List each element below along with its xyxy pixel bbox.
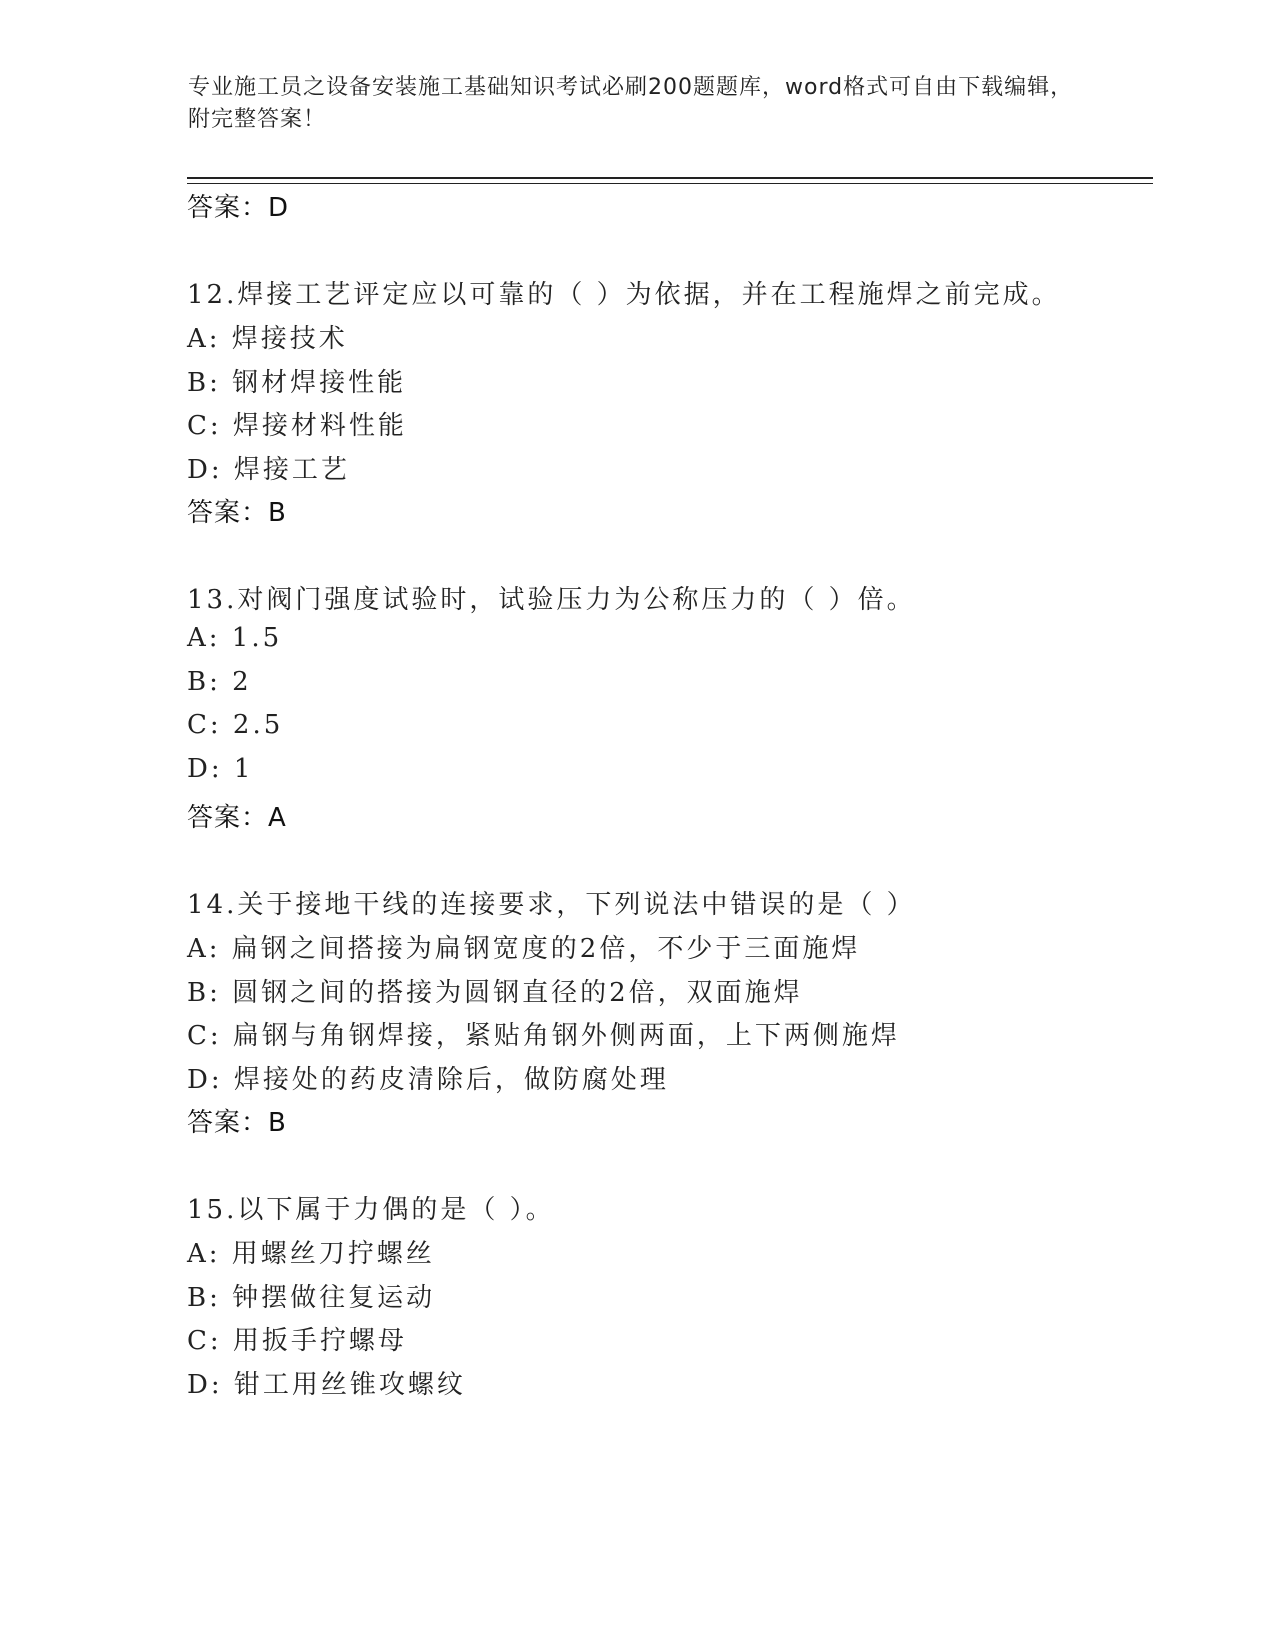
option-12-d: D: 焊接工艺 xyxy=(187,455,350,485)
option-15-c: C: 用扳手拧螺母 xyxy=(187,1326,407,1356)
option-15-d: D: 钳工用丝锥攻螺纹 xyxy=(187,1370,466,1400)
question-15: 15.以下属于力偶的是（ ）。 xyxy=(187,1195,555,1225)
answer-12: 答案：B xyxy=(187,498,287,528)
header-divider-thin xyxy=(187,183,1153,184)
answer-line: 答案：D xyxy=(187,193,290,223)
option-12-b: B: 钢材焊接性能 xyxy=(187,368,407,398)
answer-14: 答案：B xyxy=(187,1108,287,1138)
option-15-a: A: 用螺丝刀拧螺丝 xyxy=(187,1239,435,1269)
option-15-b: B: 钟摆做往复运动 xyxy=(187,1283,436,1313)
header-divider xyxy=(187,177,1153,179)
option-14-c: C: 扁钢与角钢焊接，紧贴角钢外侧两面，上下两侧施焊 xyxy=(187,1021,900,1051)
answer-13: 答案：A xyxy=(187,803,287,833)
question-14: 14.关于接地干线的连接要求，下列说法中错误的是（ ） xyxy=(187,890,916,920)
question-13: 13.对阀门强度试验时，试验压力为公称压力的（ ）倍。 xyxy=(187,585,916,615)
option-13-c: C: 2.5 xyxy=(187,710,284,740)
question-12: 12.焊接工艺评定应以可靠的（ ）为依据，并在工程施焊之前完成。 xyxy=(187,280,1061,310)
option-13-b: B: 2 xyxy=(187,667,252,697)
option-14-d: D: 焊接处的药皮清除后，做防腐处理 xyxy=(187,1065,669,1095)
option-12-a: A: 焊接技术 xyxy=(187,324,348,354)
option-12-c: C: 焊接材料性能 xyxy=(187,411,407,441)
option-13-a: A: 1.5 xyxy=(187,623,283,653)
option-13-d: D: 1 xyxy=(187,754,254,784)
option-14-a: A: 扁钢之间搭接为扁钢宽度的2倍，不少于三面施焊 xyxy=(187,934,861,964)
option-14-b: B: 圆钢之间的搭接为圆钢直径的2倍，双面施焊 xyxy=(187,978,803,1008)
document-header: 专业施工员之设备安装施工基础知识考试必刷200题题库，word格式可自由下载编辑，附完整答案！ xyxy=(188,75,1074,132)
